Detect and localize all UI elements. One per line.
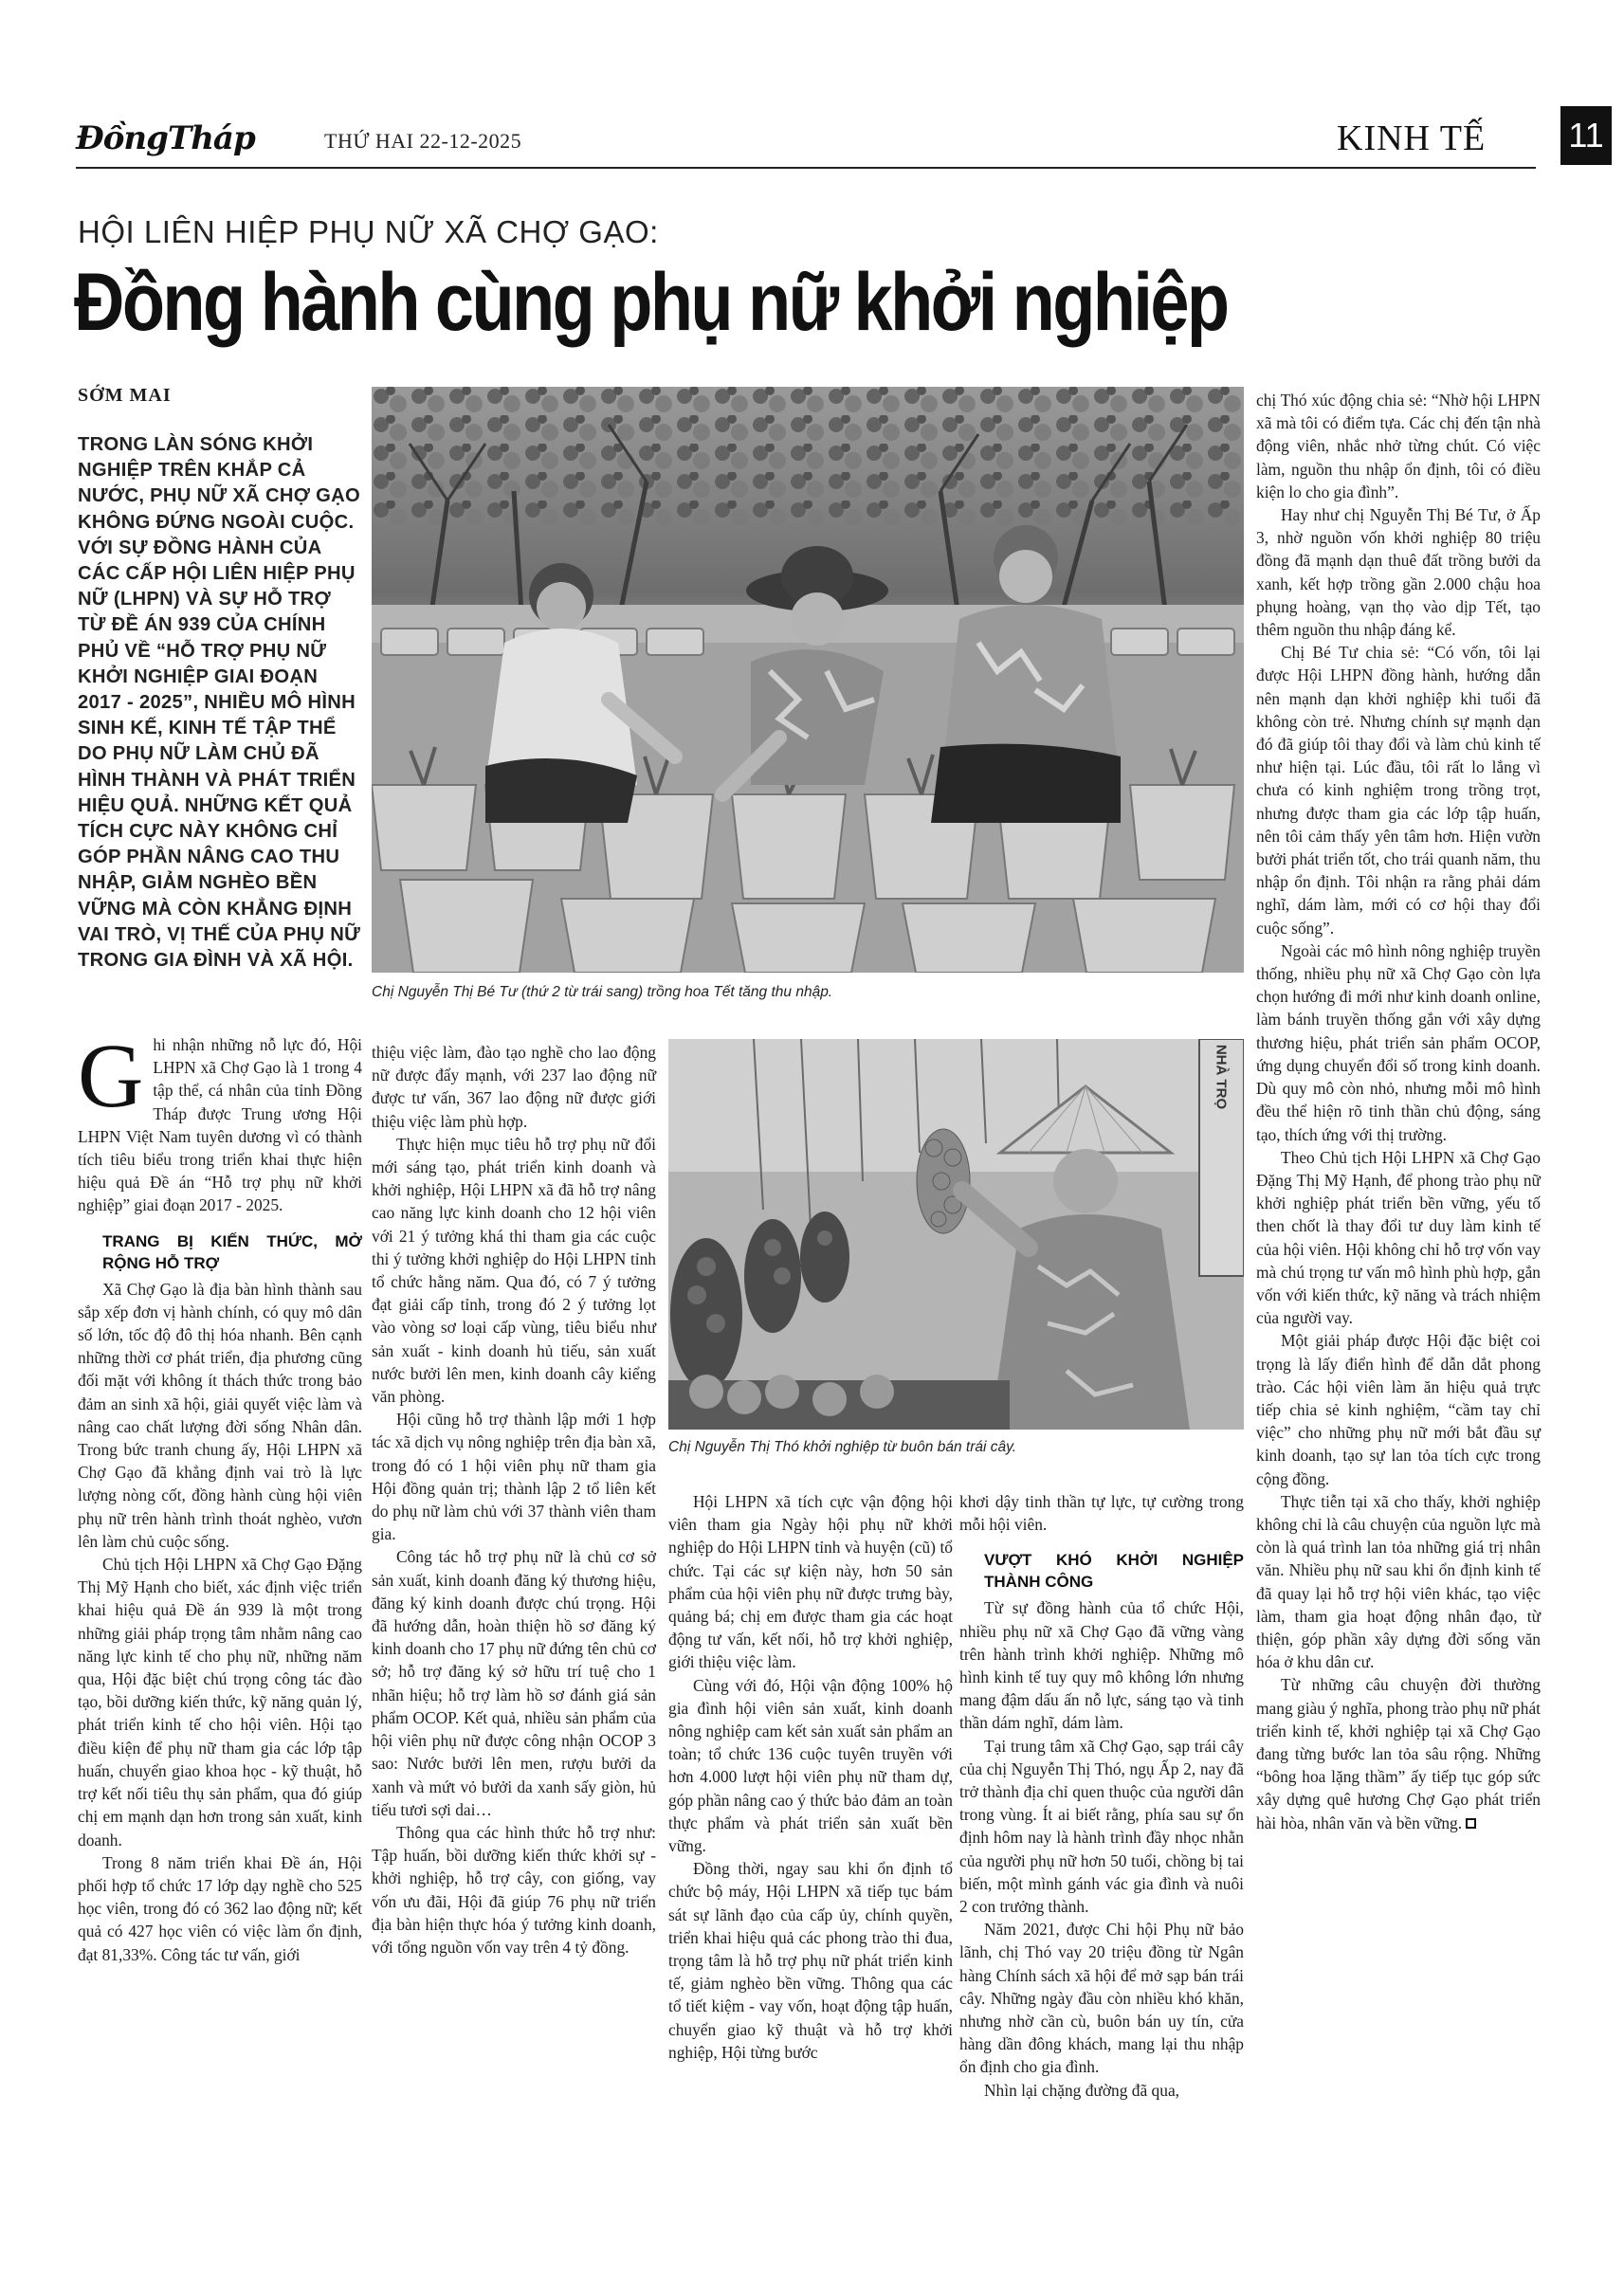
intro-text: hi nhận những nỗ lực đó, Hội LHPN xã Chợ Gạo là 1 trong 4 tập thể, cá nhân của tỉnh Đồng Tháp được Trung ương Hội LHPN Việt Nam tuyên dương vì có thành tích tiêu biểu trong triển khai thực hiện hiệu quả Đề án “Hỗ trợ phụ nữ khởi nghiệp” giai đoạn 2017 - 2025.: [78, 1035, 362, 1215]
article-column-3: [668, 1490, 953, 2064]
section-name: KINH TẾ: [1337, 118, 1487, 158]
paragraph: Hội LHPN xã tích cực vận động hội viên tham gia Ngày hội phụ nữ khởi nghiệp do Hội LHPN tỉnh và huyện (cũ) tổ chức. Tại các sự kiện này, hơn 50 sản phẩm của hội viên phụ nữ được trưng bày, quảng bá; chị em được tham gia các hoạt động tư vấn, kết nối, hỗ trợ khởi nghiệp, giới thiệu việc làm.: [668, 1492, 953, 1672]
paragraph: Năm 2021, được Chi hội Phụ nữ bảo lãnh, chị Thó vay 20 triệu đồng từ Ngân hàng Chính sách xã hội để mở sạp bán trái cây. Những ngày đầu còn nhiều khó khăn, nhưng nhờ cần cù, buôn bán uy tín, cửa hàng dần đông khách, mang lại thu nhập ổn định cho gia đình.: [959, 1920, 1244, 2077]
photo-fruit-stall: [668, 1039, 1244, 1430]
photo-fruit-stall-illustration: [668, 1039, 1244, 1430]
article-column-1: [78, 1025, 362, 1966]
page-number: 11: [1560, 106, 1612, 165]
issue-date: THỨ HAI 22-12-2025: [324, 129, 522, 153]
photo-caption-1: Chị Nguyễn Thị Bé Tư (thứ 2 từ trái sang) trồng hoa Tết tăng thu nhập.: [372, 984, 833, 1000]
article-column-4: [959, 1490, 1244, 2102]
paragraph: chị Thó xúc động chia sẻ: “Nhờ hội LHPN xã mà tôi có điểm tựa. Các chị đến tận nhà động viên, nhắc nhở từng chút. Có việc làm, nguồn thu nhập ổn định, tôi có điều kiện lo cho gia đình”.: [1256, 391, 1541, 501]
paragraph: Hội cũng hỗ trợ thành lập mới 1 hợp tác xã dịch vụ nông nghiệp trên địa bàn xã, trong đó có 1 hội viên phụ nữ tham gia Hội đồng quản trị; thành lập 2 tổ liên kết do phụ nữ làm chủ với 37 thành viên tham gia.: [372, 1410, 656, 1544]
article-kicker: HỘI LIÊN HIỆP PHỤ NỮ XÃ CHỢ GẠO:: [78, 214, 659, 249]
paragraph: Trong 8 năm triển khai Đề án, Hội phối hợp tổ chức 17 lớp dạy nghề cho 525 học viên, trong đó có 362 lao động nữ; kết quả có 427 học viên có việc làm ổn định, đạt 81,33%. Công tác tư vấn, giới: [78, 1852, 362, 1964]
masthead-rule: [76, 167, 1536, 169]
headline-text: Đồng hành cùng phụ nữ khởi nghiệp: [74, 257, 1228, 348]
paragraph: Cùng với đó, Hội vận động 100% hộ gia đình hội viên sản xuất, kinh doanh nông nghiệp cam kết sản xuất sản phẩm an toàn; tổ chức 136 cuộc tuyên truyền với hơn 4.000 lượt hội viên phụ nữ tham dự, góp phần nâng cao ý thức bảo đảm an toàn thực phẩm và phát triển sản xuất bền vững.: [668, 1675, 953, 1856]
paragraph: Thông qua các hình thức hỗ trợ như: Tập huấn, bồi dưỡng kiến thức khởi sự - khởi nghiệp, hỗ trợ cây, con giống, vay vốn ưu đãi, Hội đã giúp 76 phụ nữ triển địa bàn hiện thực hóa ý tưởng kinh doanh, với tổng nguồn vốn vay trên 4 tỷ đồng.: [372, 1822, 656, 1957]
paragraph: Một giải pháp được Hội đặc biệt coi trọng là lấy điển hình để dẫn dắt phong trào. Các hội viên làm ăn hiệu quả trực tiếp chia sẻ kinh nghiệm, “cầm tay chỉ việc” cho những phụ nữ mới bắt đầu sự kinh doanh, tạo sự lan tỏa tích cực trong cộng đồng.: [1256, 1331, 1541, 1488]
last-paragraph: [1256, 1673, 1541, 1833]
subheading-2: VƯỢT KHÓ KHỞI NGHIỆP THÀNH CÔNG: [984, 1551, 1244, 1592]
paragraph: thiệu việc làm, đào tạo nghề cho lao động nữ được đẩy mạnh, với 237 lao động nữ được tư vấn, 367 lao động nữ được giới thiệu việc làm phù hợp.: [372, 1043, 656, 1131]
article-headline: [74, 256, 1553, 350]
paragraph: Chủ tịch Hội LHPN xã Chợ Gạo Đặng Thị Mỹ Hạnh cho biết, xác định việc triển khai hiệu quả Đề án 939 là một trong những giải pháp trọng tâm nhằm nâng cao năng lực kinh tế cho phụ nữ, những năm qua, Hội đặc biệt chú trọng công tác đào tạo, bồi dưỡng kiến thức, kỹ năng quản lý, phát triển kinh tế cho hội viên. Hội tạo điều kiện để phụ nữ tham gia các lớp tập huấn, chuyển giao khoa học - kỹ thuật, hỗ trợ kết nối tiêu thụ sản phẩm, qua đó giúp chị em mạnh dạn hơn trong sản xuất, kinh doanh.: [78, 1555, 362, 1850]
paragraph: Thực hiện mục tiêu hỗ trợ phụ nữ đổi mới sáng tạo, phát triển kinh doanh và khởi nghiệp, Hội LHPN xã đã hỗ trợ nâng cao năng lực kinh doanh cho 12 hội viên với 21 ý tưởng khá thi tham gia các cuộc thi ý tưởng khởi nghiệp do Hội LHPN tỉnh tổ chức hằng năm. Qua đó, có 7 ý tưởng đạt giải cấp tỉnh, trong đó 2 ý tưởng lọt vào vòng sơ loại cấp vùng, tiêu biểu như sản xuất - kinh doanh hủ tiếu, sản xuất nước bưởi lên men, kinh doanh cây kiểng văn phòng.: [372, 1134, 656, 1407]
paragraph: Tại trung tâm xã Chợ Gạo, sạp trái cây của chị Nguyễn Thị Thó, ngụ Ấp 2, nay đã trở thành địa chỉ quen thuộc của người dân trong vùng. Ít ai biết rằng, phía sau sự ổn định hôm nay là hành trình đầy nhọc nhằn của người phụ nữ hơn 50 tuổi, chồng bị tai biến, một mình gánh vác gia đình và nuôi 2 con trưởng thành.: [959, 1736, 1244, 1917]
article-column-2: [372, 1041, 656, 1959]
photo-flower-pots-illustration: [372, 387, 1244, 973]
stall-sign: NHÀ TRỌ: [1213, 1044, 1230, 1110]
paragraph: Đồng thời, ngay sau khi ổn định tổ chức bộ máy, Hội LHPN xã tiếp tục bám sát sự lãnh đạo của cấp ủy, chính quyền, triển khai hiệu quả các phong trào thi đua, trọng tâm là hỗ trợ phụ nữ phát triển kinh tế, giảm nghèo bền vững. Thông qua các tổ tiết kiệm - vay vốn, hoạt động tập huấn, chuyển giao kỹ thuật và hỗ trợ khởi nghiệp, Hội từng bước: [668, 1859, 953, 2062]
paragraph: khơi dậy tinh thần tự lực, tự cường trong mỗi hội viên.: [959, 1492, 1244, 1535]
photo-caption-2: Chị Nguyễn Thị Thó khởi nghiệp từ buôn bán trái cây.: [668, 1439, 1016, 1455]
photo-flower-pots: [372, 387, 1244, 973]
subheading-1: TRANG BỊ KIẾN THỨC, MỞ RỘNG HỖ TRỢ: [102, 1231, 362, 1272]
paragraph: Xã Chợ Gạo là địa bàn hình thành sau sắp xếp đơn vị hành chính, có quy mô dân số lớn, tốc độ đô thị hóa nhanh. Bên cạnh những thời cơ phát triển, địa phương cũng đối mặt với không ít thách thức trong bảo đảm an sinh xã hội, giải quyết việc làm và nâng cao chất lượng đời sống Nhân dân. Trong bức tranh chung ấy, Hội LHPN xã Chợ Gạo đã khẳng định vai trò là lực lượng nòng cốt, đồng hành cùng hội viên phụ nữ trên hành trình thoát nghèo, vươn lên làm chủ cuộc sống.: [78, 1279, 362, 1551]
paragraph: Thực tiễn tại xã cho thấy, khởi nghiệp không chỉ là câu chuyện của nguồn lực mà còn là quá trình lan tỏa những giá trị nhân văn. Nhiều phụ nữ sau khi ổn định kinh tế đã quay lại hỗ trợ hội viên khác, tạo việc làm, tham gia hoạt động nhân đạo, từ thiện, góp phần xây dựng đời sống văn hóa ở khu dân cư.: [1256, 1491, 1541, 1672]
last-paragraph-text: Từ những câu chuyện đời thường mang giàu ý nghĩa, phong trào phụ nữ phát triển kinh tế, khởi nghiệp tại xã Chợ Gạo đang từng bước lan tỏa sâu rộng. Những “bông hoa lặng thầm” ấy tiếp tục góp sức xây dựng quê hương Chợ Gạo phát triển hài hòa, nhân văn và bền vững.: [1256, 1675, 1541, 1832]
end-mark-icon: [1466, 1818, 1476, 1829]
paragraph: Công tác hỗ trợ phụ nữ là chủ cơ sở sản xuất, kinh doanh đăng ký thương hiệu, đăng ký kinh doanh được chú trọng. Hội đã hướng dẫn, hoàn thiện hồ sơ đăng ký kinh doanh cho 17 phụ nữ đứng tên chủ cơ sở; hỗ trợ đăng ký sở hữu trí tuệ cho 1 nhãn hiệu; hỗ trợ làm hồ sơ đánh giá sản phẩm OCOP. Kết quả, nhiều sản phẩm của hội viên phụ nữ được công nhận OCOP 3 sao: Nước bưởi lên men, rượu bưởi da xanh và mứt vỏ bưởi da xanh sấy giòn, hủ tiếu tươi sợi dai…: [372, 1547, 656, 1819]
paragraph: Hay như chị Nguyễn Thị Bé Tư, ở Ấp 3, nhờ nguồn vốn khởi nghiệp 80 triệu đồng đã mạnh dạn thuê đất trồng bưởi da xanh, kết hợp trồng gần 2.000 chậu hoa phụng hoàng, vạn thọ vào dịp Tết, tạo thêm nguồn thu nhập đáng kể.: [1256, 505, 1541, 640]
paragraph: Ngoài các mô hình nông nghiệp truyền thống, nhiều phụ nữ xã Chợ Gạo còn lựa chọn hướng đi mới như kinh doanh online, làm bánh truyền thống gắn với xây dựng thương hiệu, phát triển sản phẩm OCOP, ứng dụng chuyển đổi số trong kinh doanh. Dù quy mô còn nhỏ, nhưng mỗi mô hình đều thể hiện rõ tinh thần chủ động, sáng tạo, thích ứng với thị trường.: [1256, 940, 1541, 1144]
paragraph: Chị Bé Tư chia sẻ: “Có vốn, tôi lại được Hội LHPN đồng hành, hướng dẫn nên mạnh dạn khởi nghiệp khi tuổi đã không còn trẻ. Nhưng chính sự mạnh dạn đó đã giúp tôi thay đổi và làm chủ kinh tế như hiện tại. Lúc đầu, tôi rất lo lắng vì chưa có kinh nghiệm trong trồng trọt, nhưng được tham gia các lớp tập huấn, nên tôi cảm thấy yên tâm hơn. Hiện vườn bưởi phát triển tốt, cho trái quanh năm, thu nhập ổn định. Tôi nhận ra rằng phải dám nghĩ, dám làm, mới có cơ hội thay đổi cuộc sống”.: [1256, 643, 1541, 938]
drop-cap: G: [78, 1025, 144, 1126]
intro-paragraph: [78, 1025, 362, 1217]
newspaper-logo: ĐồngTháp: [76, 119, 255, 157]
article-column-5: [1256, 389, 1541, 1834]
byline: SỚM MAI: [78, 385, 172, 406]
masthead: [76, 106, 1604, 167]
paragraph: Nhìn lại chặng đường đã qua,: [984, 2080, 1180, 2100]
article-lead: TRONG LÀN SÓNG KHỞI NGHIỆP TRÊN KHẮP CẢ NƯỚC, PHỤ NỮ XÃ CHỢ GẠO KHÔNG ĐỨNG NGOÀI CUỘC. VỚI SỰ ĐỒNG HÀNH CỦA CÁC CẤP HỘI LIÊN HIỆP PHỤ NỮ (LHPN) VÀ SỰ HỖ TRỢ TỪ ĐỀ ÁN 939 CỦA CHÍNH PHỦ VỀ “HỖ TRỢ PHỤ NỮ KHỞI NGHIỆP GIAI ĐOẠN 2017 - 2025”, NHIỀU MÔ HÌNH SINH KẾ, KINH TẾ TẬP THỂ DO PHỤ NỮ LÀM CHỦ ĐÃ HÌNH THÀNH VÀ PHÁT TRIỂN HIỆU QUẢ. NHỮNG KẾT QUẢ TÍCH CỰC NÀY KHÔNG CHỈ GÓP PHẦN NÂNG CAO THU NHẬP, GIẢM NGHÈO BỀN VỮNG MÀ CÒN KHẲNG ĐỊNH VAI TRÒ, VỊ THẾ CỦA PHỤ NỮ TRONG GIA ĐÌNH VÀ XÃ HỘI.: [78, 434, 361, 972]
paragraph: Theo Chủ tịch Hội LHPN xã Chợ Gạo Đặng Thị Mỹ Hạnh, để phong trào phụ nữ khởi nghiệp phát triển bền vững, yếu tố then chốt là thay đổi tư duy làm kinh tế của hội viên. Hội không chỉ hỗ trợ vốn vay mà chú trọng tư vấn mô hình phù hợp, gắn vốn với kiến thức, kỹ năng và trách nhiệm của người vay.: [1256, 1147, 1541, 1328]
paragraph: Từ sự đồng hành của tổ chức Hội, nhiều phụ nữ xã Chợ Gạo đã vững vàng trên hành trình khởi nghiệp. Những mô hình kinh tế tuy quy mô không lớn nhưng mang đậm dấu ấn nỗ lực, sáng tạo và tinh thần dám nghĩ, dám làm.: [959, 1598, 1244, 1733]
